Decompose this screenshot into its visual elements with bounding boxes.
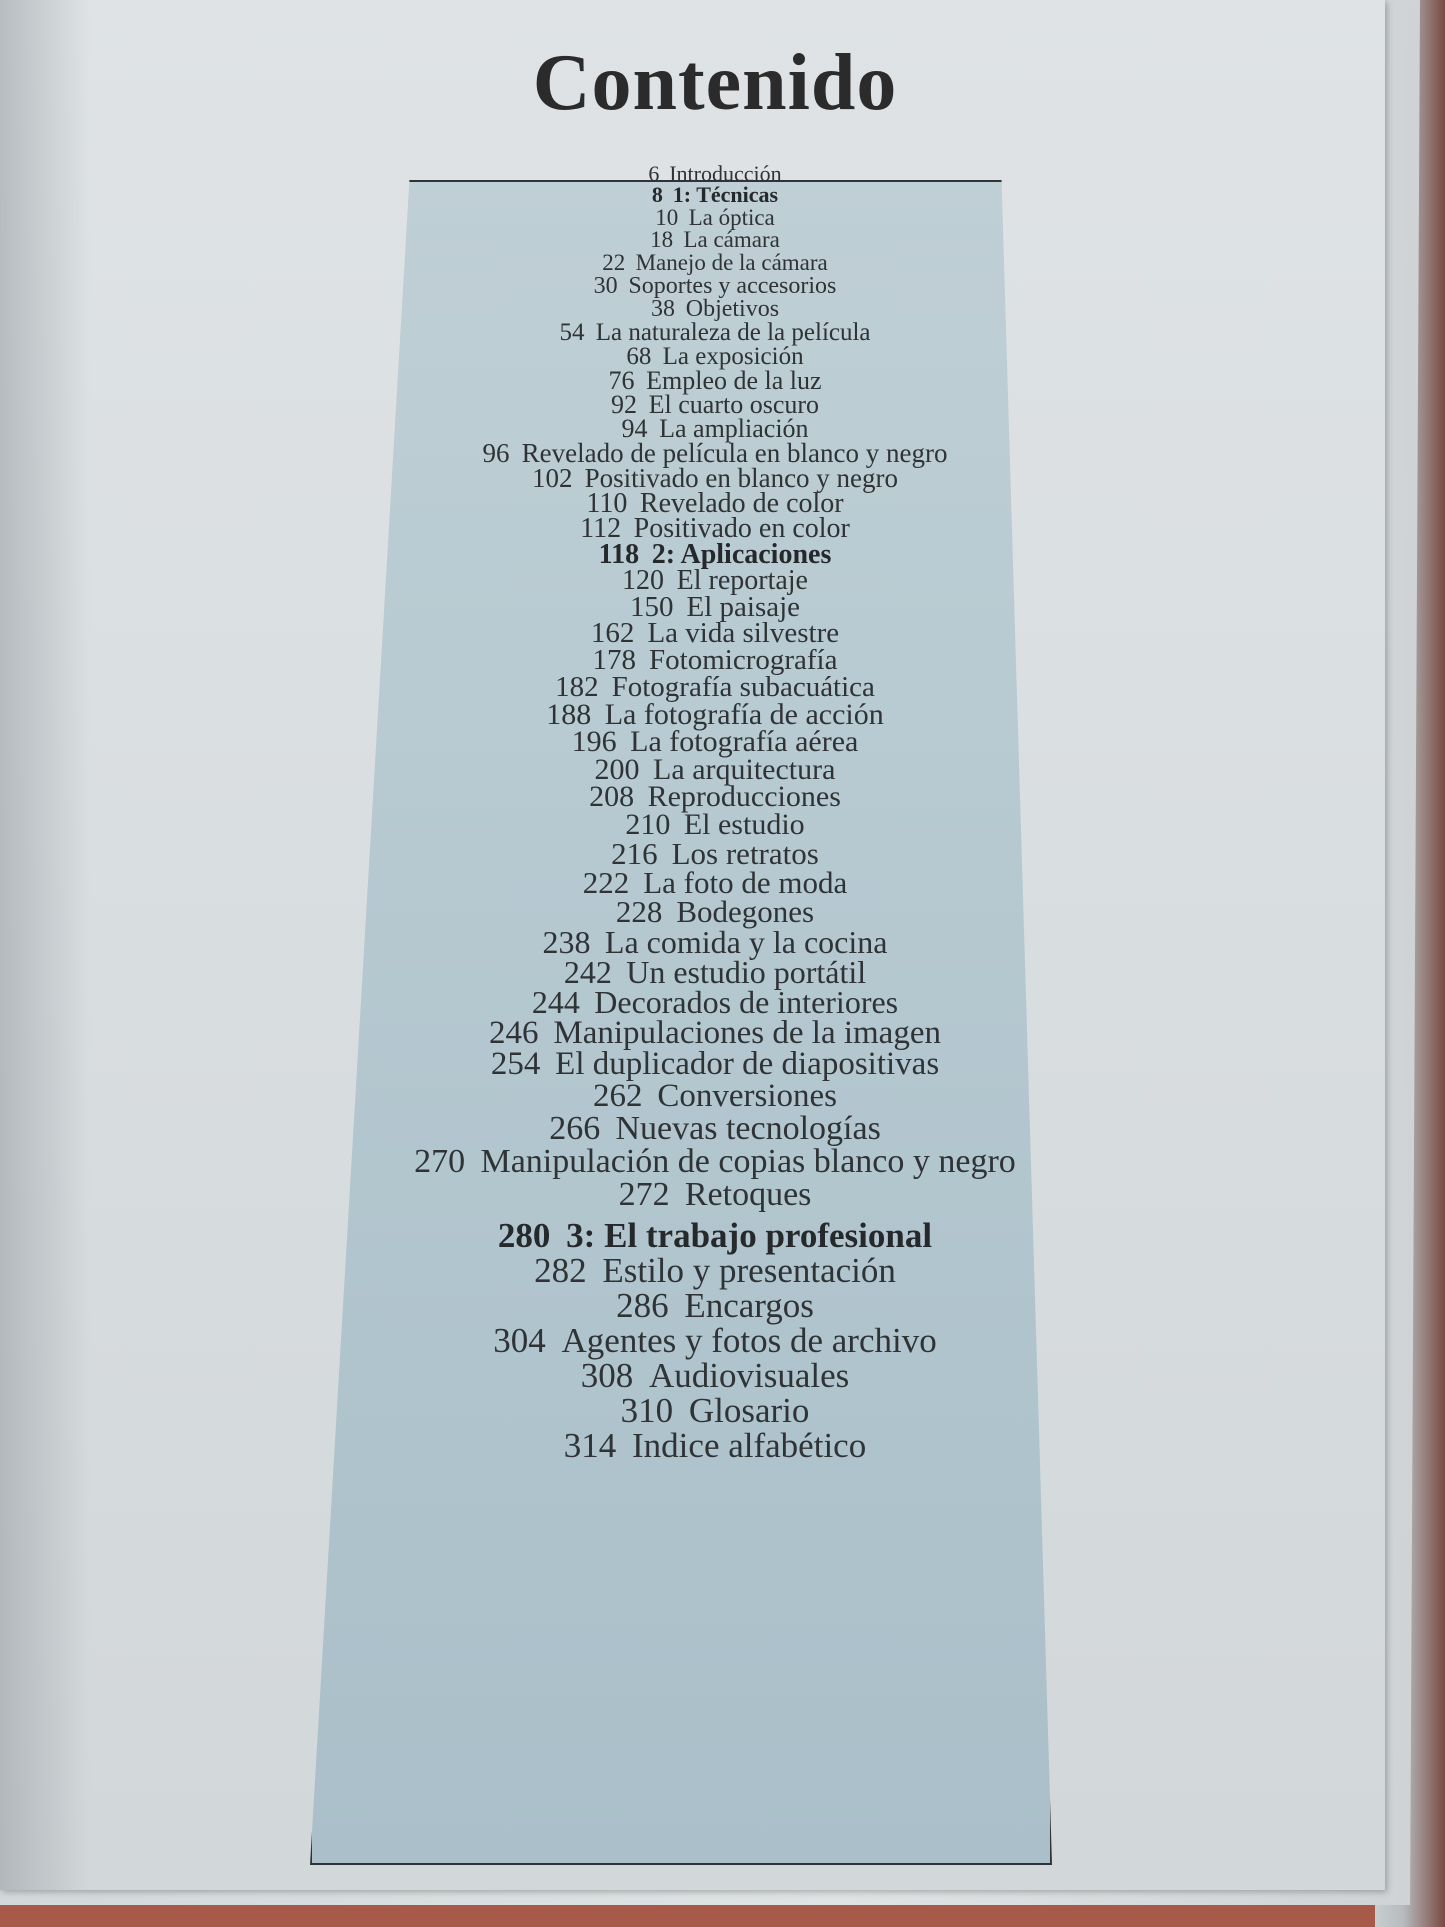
toc-entry	[0, 1358, 1430, 1393]
toc-entry-title: Decorados de interiores	[594, 984, 899, 1020]
toc-entry-title: Conversiones	[657, 1078, 837, 1114]
toc-section-heading	[0, 184, 1430, 206]
toc-entry-title: Indice alfabético	[632, 1426, 867, 1465]
toc-page-number: 310	[620, 1391, 674, 1430]
toc-page-number: 68	[626, 343, 652, 370]
toc-entry-title: El estudio	[683, 808, 805, 841]
toc-page-number: 38	[650, 296, 675, 322]
toc-entry	[0, 251, 1430, 274]
toc-entry-title: La ampliación	[659, 414, 809, 443]
toc-page-number: 266	[549, 1110, 601, 1147]
toc-entry-title: 1: Técnicas	[672, 182, 779, 207]
toc-page-number: 304	[493, 1321, 546, 1360]
toc-entry	[0, 1253, 1430, 1288]
toc-entry-title: El reportaje	[676, 565, 808, 596]
toc-entry-title: 2: Aplicaciones	[651, 539, 832, 570]
toc-entry	[0, 1288, 1430, 1323]
toc-entry-title: La exposición	[662, 343, 804, 370]
toc-page-number: 244	[531, 984, 580, 1020]
toc-entry-title: La vida silvestre	[647, 617, 840, 649]
toc-section-heading	[0, 1218, 1430, 1253]
toc-entry	[0, 274, 1430, 298]
toc-page-number: 280	[497, 1216, 551, 1255]
toc-page-number: 314	[563, 1426, 617, 1465]
toc-page-number: 150	[629, 591, 674, 623]
toc-page-number: 308	[580, 1356, 634, 1395]
toc-entry	[0, 1145, 1430, 1179]
toc-page-number: 282	[534, 1251, 587, 1290]
toc-entry	[0, 206, 1430, 229]
toc-entry	[0, 1393, 1430, 1428]
toc-page-number: 96	[482, 438, 510, 468]
toc-entry-title: Estilo y presentación	[602, 1251, 896, 1290]
toc-entry-title: La fotografía aérea	[630, 725, 859, 758]
toc-entry-title: Retoques	[684, 1176, 812, 1213]
toc-entry-title: El paisaje	[686, 591, 801, 623]
toc-entry-title: La foto de moda	[643, 865, 848, 900]
toc-entry-title: Objetivos	[685, 296, 780, 322]
toc-page-number: 200	[594, 753, 640, 786]
toc-page-number: 30	[593, 273, 618, 299]
toc-entry-title: La fotografía de acción	[604, 698, 884, 731]
toc-entry-title: Positivado en color	[633, 513, 850, 544]
toc-entry-title: Glosario	[688, 1391, 810, 1430]
toc-page-number: 272	[618, 1176, 670, 1213]
toc-entry-title: Manipulaciones de la imagen	[553, 1015, 941, 1051]
toc-entry-title: Soportes y accesorios	[628, 273, 837, 299]
toc-page-number: 10	[655, 205, 679, 230]
toc-page-number: 262	[593, 1078, 643, 1114]
toc-entry-title: Bodegones	[676, 894, 815, 929]
toc-page-number: 6	[648, 161, 660, 186]
toc-page-number: 196	[571, 725, 617, 758]
toc-entry-title: Fotomicrografía	[649, 644, 838, 676]
toc-entry	[0, 1323, 1430, 1358]
toc-entry-title: El duplicador de diapositivas	[555, 1046, 940, 1082]
toc-entry-title: Los retratos	[671, 836, 819, 871]
toc-page-number: 208	[589, 780, 635, 813]
toc-page-number: 102	[531, 463, 573, 493]
toc-page-number: 76	[608, 366, 635, 395]
toc-page-number: 18	[650, 227, 674, 252]
toc-entry-title: Empleo de la luz	[646, 366, 822, 395]
toc-page-number: 210	[625, 808, 671, 841]
toc-page-number: 178	[592, 644, 636, 676]
toc-entry-title: La comida y la cocina	[604, 924, 888, 960]
toc-page-number: 188	[546, 698, 592, 731]
toc-entry-title: El cuarto oscuro	[648, 390, 820, 419]
toc-page-number: 94	[621, 414, 648, 443]
toc-entry-title: Un estudio portátil	[626, 954, 867, 990]
toc-entry-title: Nuevas tecnologías	[615, 1110, 881, 1147]
toc-page-number: 246	[489, 1015, 539, 1051]
toc-entry	[0, 320, 1430, 345]
toc-entry	[0, 297, 1430, 321]
toc-page-number: 222	[582, 865, 630, 900]
toc-entry	[0, 228, 1430, 251]
toc-entry-title: Manejo de la cámara	[635, 250, 828, 275]
toc-entry	[0, 1178, 1430, 1212]
toc-entry-title: La naturaleza de la película	[595, 319, 871, 346]
toc-page-number: 242	[563, 954, 612, 990]
toc-entry	[0, 986, 1430, 1018]
toc-entry	[0, 1080, 1430, 1113]
toc-page-number: 182	[555, 671, 599, 703]
toc-page-number: 112	[580, 513, 622, 544]
toc-page-number: 54	[559, 319, 585, 346]
toc-entry-title: 3: El trabajo profesional	[566, 1216, 933, 1255]
toc-page-number: 270	[414, 1143, 466, 1180]
toc-entry-title: Fotografía subacuática	[611, 671, 875, 703]
toc-entry-title: Revelado de película en blanco y negro	[521, 438, 948, 468]
toc-entry	[0, 1112, 1430, 1146]
toc-page-number: 286	[616, 1286, 669, 1325]
toc-page-number: 118	[598, 539, 640, 570]
toc-entry-title: La arquitectura	[653, 753, 836, 786]
toc-entry	[0, 896, 1430, 927]
toc-entry-title: Manipulación de copias blanco y negro	[480, 1143, 1016, 1180]
toc-entry-title: Reproducciones	[647, 780, 841, 813]
toc-page-number: 238	[542, 924, 591, 960]
page-title: Contenido	[532, 39, 898, 127]
toc-page-number: 216	[611, 836, 658, 871]
toc-page-number: 110	[586, 488, 628, 519]
toc-entry-title: Introducción	[669, 161, 782, 186]
toc-entry-title: Agentes y fotos de archivo	[561, 1321, 937, 1360]
toc-entry-title: Audiovisuales	[648, 1356, 850, 1395]
toc-page-number: 254	[490, 1046, 541, 1082]
toc-page-number: 120	[622, 565, 665, 596]
toc-entry-title: Encargos	[684, 1286, 814, 1325]
toc-entry-title: Revelado de color	[639, 488, 844, 519]
toc-page-number: 92	[610, 390, 637, 419]
toc-entry	[0, 1428, 1430, 1463]
toc-page-number: 8	[651, 182, 663, 207]
toc-page-number: 162	[590, 617, 635, 649]
toc-page-number: 228	[615, 894, 663, 929]
toc-entry-title: La cámara	[683, 227, 780, 252]
toc-entry	[0, 1048, 1430, 1081]
toc-entry-title: La óptica	[688, 205, 775, 230]
toc-page-number: 22	[602, 250, 626, 275]
toc-entry-title: Positivado en blanco y negro	[584, 463, 899, 493]
